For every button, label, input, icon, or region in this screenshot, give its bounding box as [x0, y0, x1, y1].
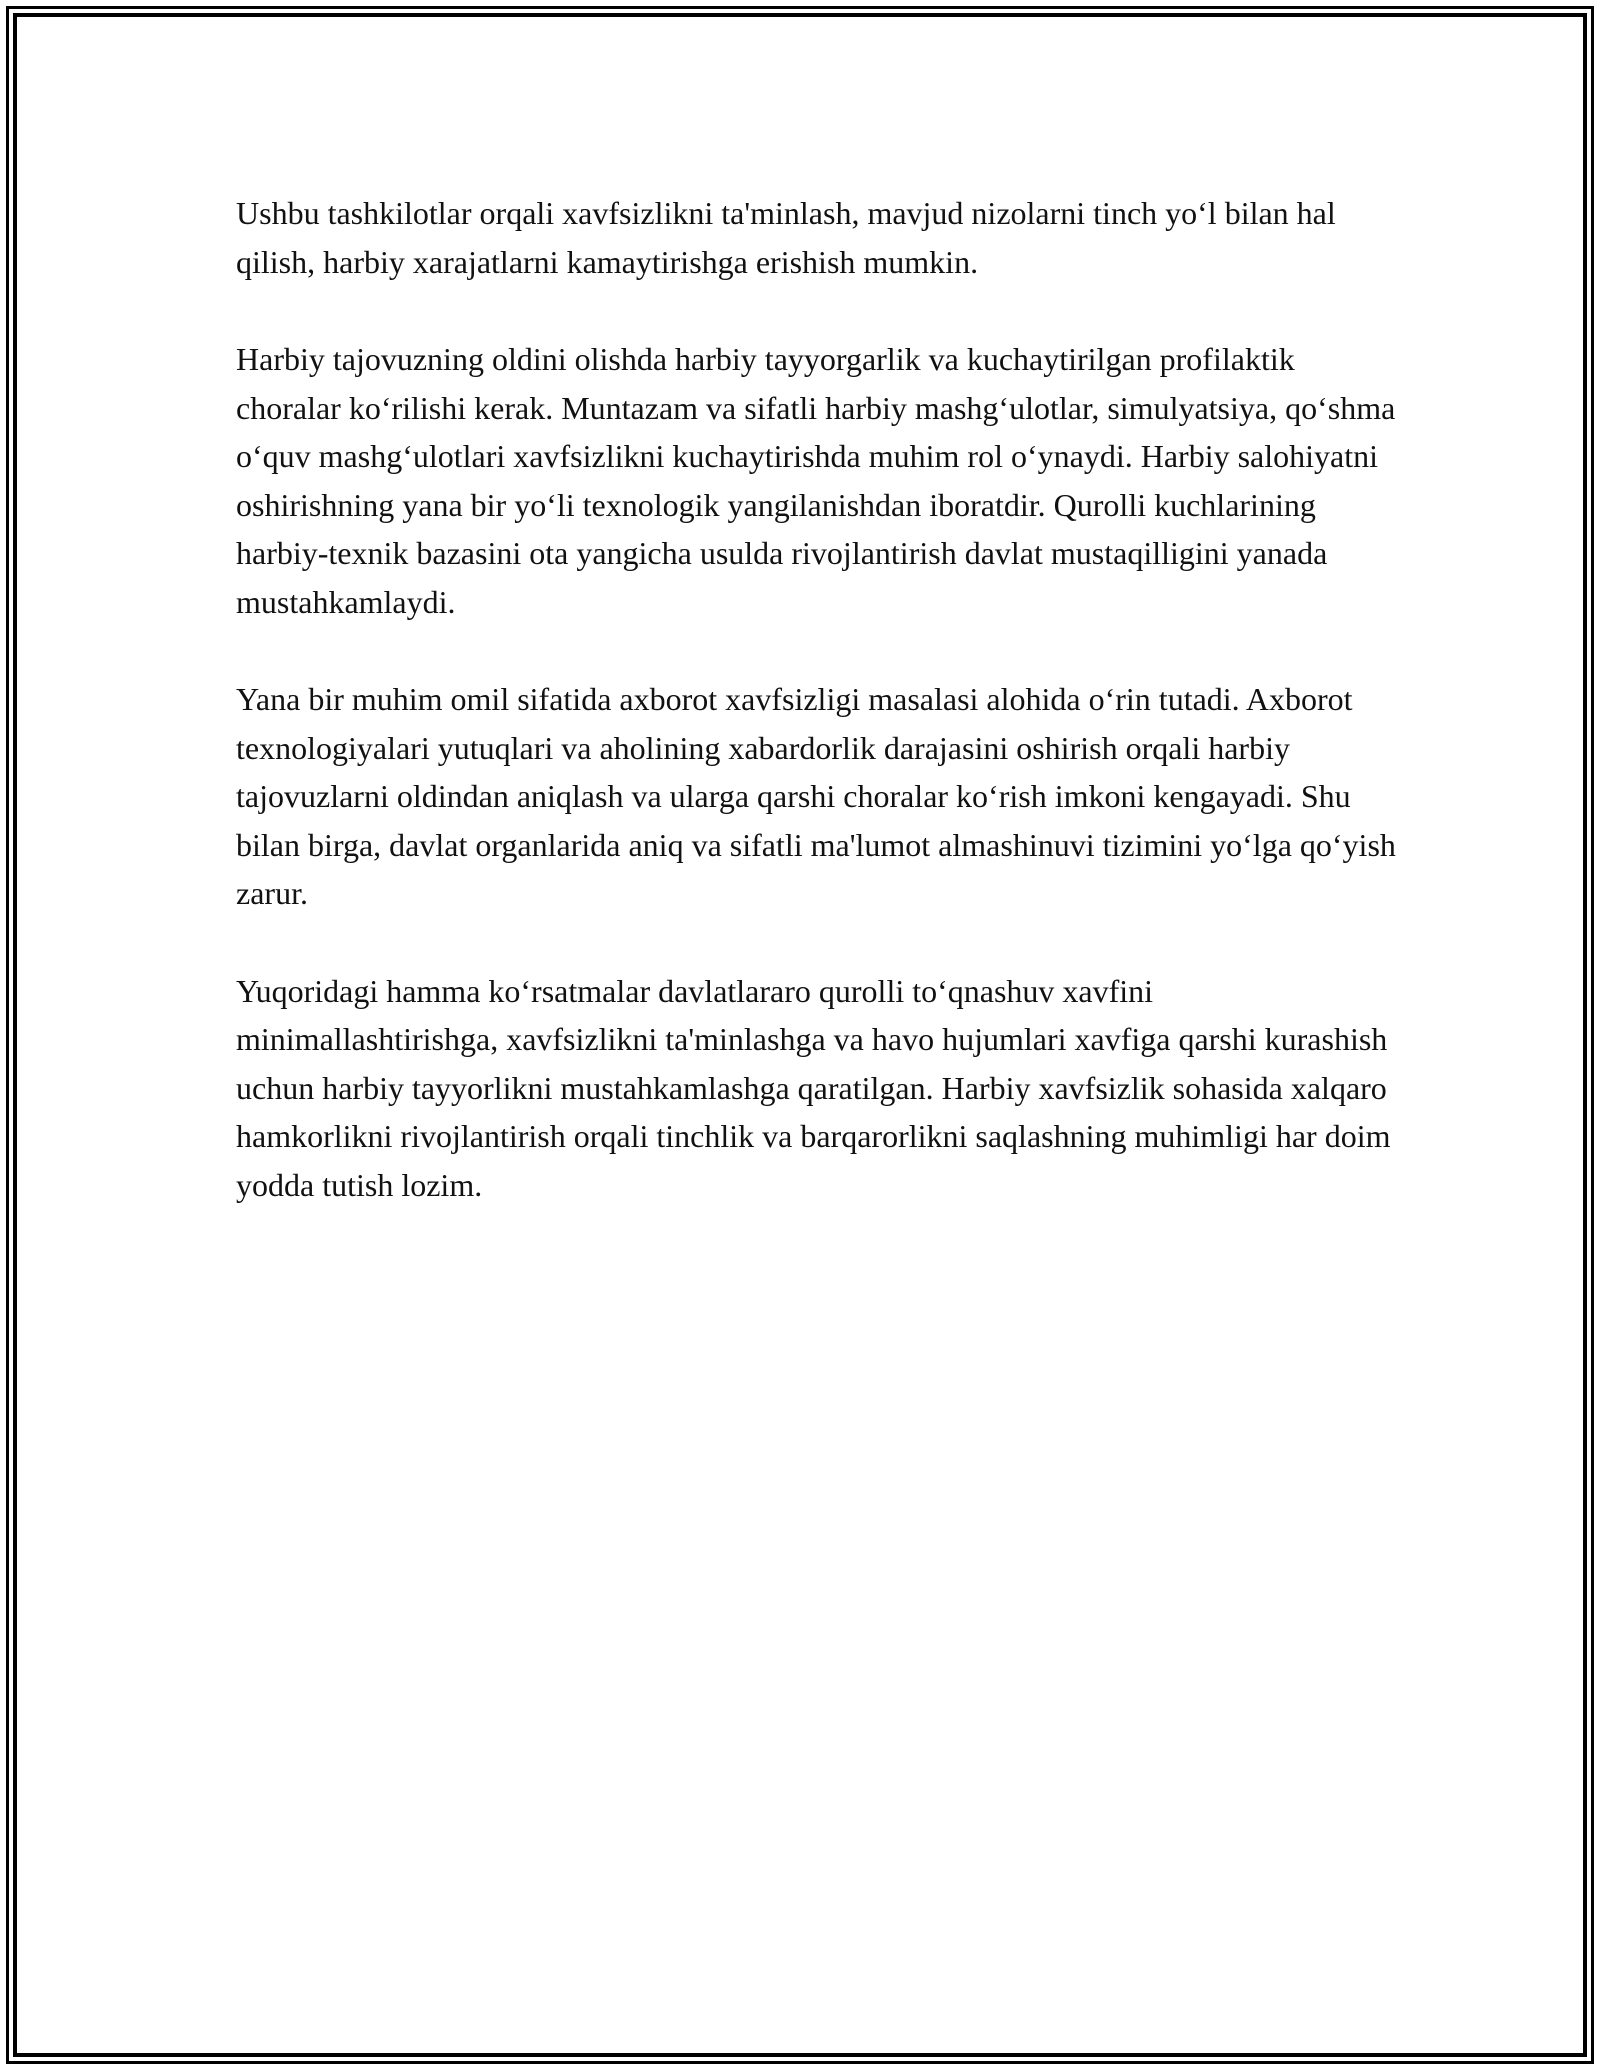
paragraph-2: Harbiy tajovuzning oldini olishda harbiy tayyorgarlik va kuchaytirilgan profilaktik choralar ko‘rilishi kerak. Muntazam va sifatli harbiy mashg‘ulotlar, simulyatsiya, qo‘shma o‘quv mashg‘ulotlari xavfsizlikni kuchaytirishda muhim rol o‘ynaydi. Harbiy salohiyatni oshirishning yana bir yo‘li texnologik yangilanishdan iboratdir. Qurolli kuchlarining harbiy-texnik bazasini ota yangicha usulda rivojlantirish davlat mustaqilligini yanada mustahkamlaydi. [236, 341, 1396, 620]
paragraph-1: Ushbu tashkilotlar orqali xavfsizlikni ta'minlash, mavjud nizolarni tinch yo‘l bilan hal qilish, harbiy xarajatlarni kamaytirishga erishish mumkin. [236, 195, 1336, 280]
paragraph-3: Yana bir muhim omil sifatida axborot xavfsizligi masalasi alohida o‘rin tutadi. Axborot texnologiyalari yutuqlari va aholining xabardorlik darajasini oshirish orqali harbiy tajovuzlarni oldindan aniqlash va ularga qarshi choralar ko‘rish imkoni kengayadi. Shu bilan birga, davlat organlarida aniq va sifatli ma'lumot almashinuvi tizimini yo‘lga qo‘yish zarur. [236, 681, 1396, 911]
document-body [236, 189, 1396, 1258]
paragraph-4: Yuqoridagi hamma ko‘rsatmalar davlatlararo qurolli to‘qnashuv xavfini minimallashtirishga, xavfsizlikni ta'minlashga va havo hujumlari xavfiga qarshi kurashish uchun harbiy tayyorlikni mustahkamlashga qaratilgan. Harbiy xavfsizlik sohasida xalqaro hamkorlikni rivojlantirish orqali tinchlik va barqarorlikni saqlashning muhimligi har doim yodda tutish lozim. [236, 972, 1391, 1203]
